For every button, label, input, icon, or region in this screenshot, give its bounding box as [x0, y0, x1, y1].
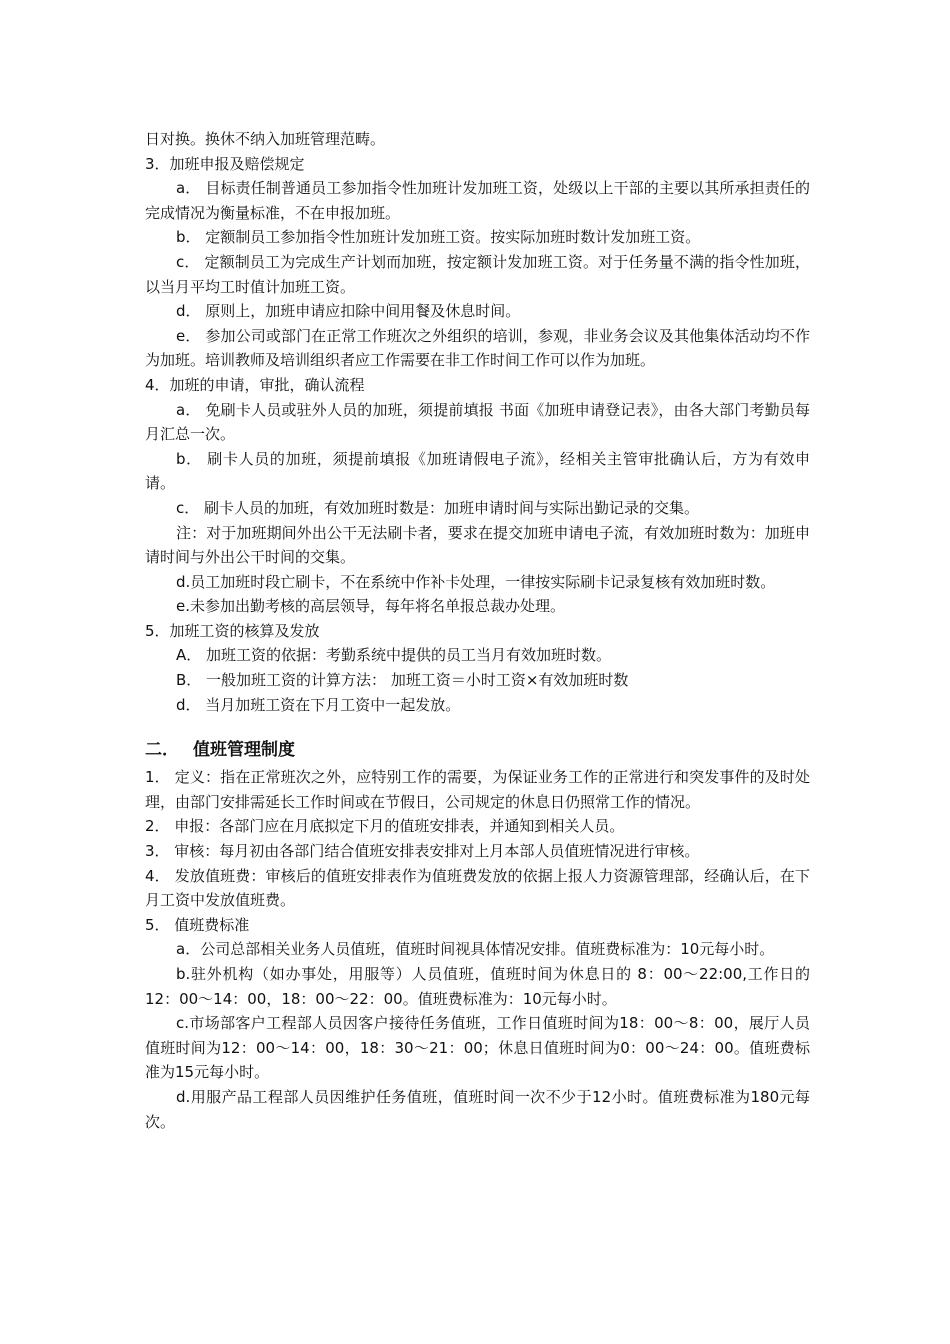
- paragraph: 5．加班工资的核算及发放: [145, 621, 320, 640]
- paragraph: a． 目标责任制普通员工参加指令性加班计发加班工资，处级以上干部的主要以其所承担责任的完成情况为衡量标准，不在申报加班。: [145, 179, 810, 222]
- paragraph: c． 刷卡人员的加班，有效加班时数是：加班申请时间与实际出勤记录的交集。: [176, 498, 700, 517]
- paragraph: e． 参加公司或部门在正常工作班次之外组织的培训，参观，非业务会议及其他集体活动均不作为加班。培训教师及培训组织者应工作需要在非工作时间工作可以作为加班。: [145, 326, 810, 370]
- paragraph: 2． 申报：各部门应在月底拟定下月的值班安排表，并通知到相关人员。: [145, 817, 625, 836]
- section-heading: [145, 735, 810, 765]
- paragraph: 1． 定义：指在正常班次之外，应特别工作的需要，为保证业务工作的正常进行和突发事件的及时处理，由部门安排需延长工作时间或在节假日，公司规定的休息日仍照常工作的情况。: [145, 768, 810, 811]
- document-page: [145, 127, 810, 1134]
- paragraph: b． 定额制员工参加指令性加班计发加班工资。按实际加班时数计发加班工资。: [176, 228, 701, 247]
- duty-rules-section: [145, 765, 810, 1134]
- section-title: 值班管理制度: [193, 740, 295, 761]
- paragraph: c.市场部客户工程部人员因客户接待任务值班，工作日值班时间为18：00～8：00，展厅人员值班时间为12：00～14：00，18：30～21：00；休息日值班时间为0：00～24：00。值班费标准为15元每小时。: [145, 1014, 810, 1082]
- paragraph: 注：对于加班期间外出公干无法刷卡者，要求在提交加班申请电子流，有效加班时数为：加班申请时间与外出公干时间的交集。: [145, 523, 810, 567]
- overtime-rules-section: [145, 127, 810, 717]
- paragraph: d.员工加班时段亡刷卡，不在系统中作补卡处理，一律按实际刷卡记录复核有效加班时数。: [176, 572, 776, 591]
- paragraph: A． 加班工资的依据：考勤系统中提供的员工当月有效加班时数。: [176, 646, 612, 665]
- paragraph: d． 当月加班工资在下月工资中一起发放。: [176, 695, 461, 714]
- paragraph: c． 定额制员工为完成生产计划而加班，按定额计发加班工资。对于任务量不满的指令性加班，以当月平均工时值计加班工资。: [145, 252, 810, 296]
- paragraph: B． 一般加班工资的计算方法： 加班工资＝小时工资×有效加班时数: [176, 671, 629, 690]
- paragraph: 日对换。换休不纳入加班管理范畴。: [145, 130, 386, 148]
- paragraph: 4． 发放值班费：审核后的值班安排表作为值班费发放的依据上报人力资源管理部，经确认后，在下月工资中发放值班费。: [145, 866, 810, 910]
- paragraph: 3． 审核：每月初由各部门结合值班安排表安排对上月本部人员值班情况进行审核。: [145, 842, 700, 861]
- section-number: 二．: [145, 740, 179, 761]
- paragraph: a．公司总部相关业务人员值班，值班时间视具体情况安排。值班费标准为：10元每小时。: [176, 940, 775, 959]
- paragraph: e.未参加出勤考核的高层领导，每年将名单报总裁办处理。: [176, 597, 565, 616]
- paragraph: b． 刷卡人员的加班，须提前填报《加班请假电子流》，经相关主管审批确认后，方为有效申请。: [145, 449, 810, 493]
- paragraph: d． 原则上，加班申请应扣除中间用餐及休息时间。: [176, 302, 521, 321]
- paragraph: a． 免刷卡人员或驻外人员的加班，须提前填报 书面《加班申请登记表》，由各大部门考勤员每月汇总一次。: [145, 400, 810, 444]
- paragraph: 5． 值班费标准: [145, 915, 250, 934]
- paragraph: 4．加班的申请，审批，确认流程: [145, 375, 365, 394]
- paragraph: d.用服产品工程部人员因维护任务值班，值班时间一次不少于12小时。值班费标准为180元每次。: [145, 1087, 810, 1131]
- paragraph: 3．加班申报及赔偿规定: [145, 154, 305, 173]
- paragraph: b.驻外机构（如办事处，用服等）人员值班，值班时间为休息日的 8：00～22:00,工作日的12：00～14：00，18：00～22：00。值班费标准为：10元每小时。: [145, 965, 810, 1008]
